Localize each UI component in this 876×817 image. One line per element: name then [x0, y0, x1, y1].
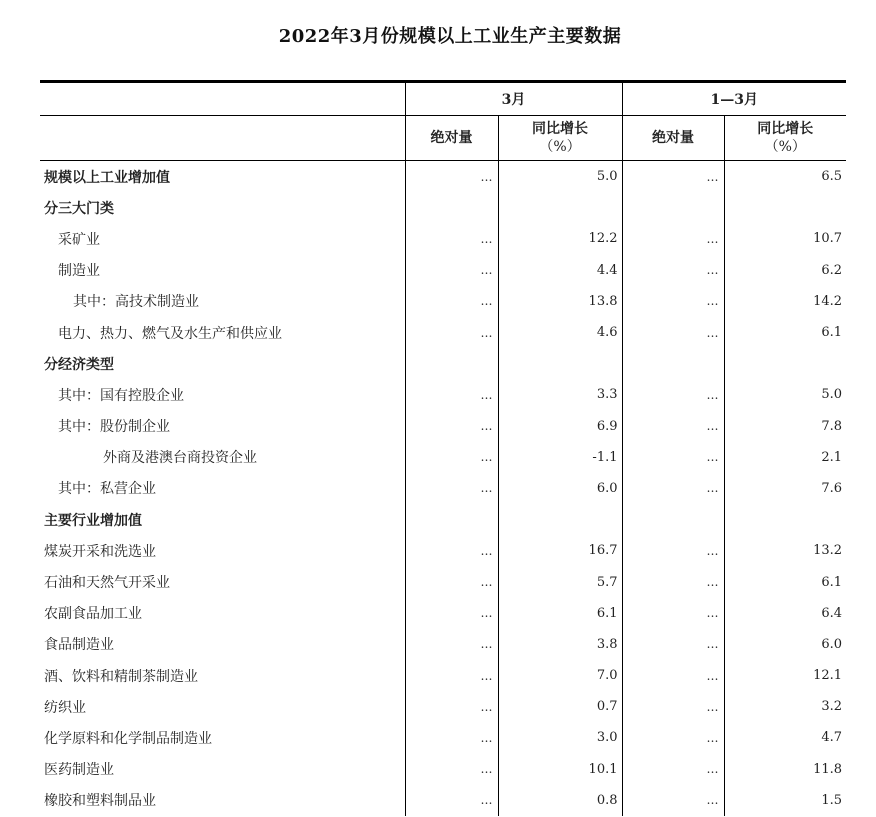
header-yoy-march	[498, 116, 622, 161]
cell-yoy-q1: 6.1	[724, 317, 846, 348]
row-label: 酒、饮料和精制茶制造业	[44, 668, 198, 685]
cell-abs-march	[405, 192, 498, 223]
table-row	[40, 161, 846, 193]
cell-yoy-q1: 1.5	[724, 785, 846, 816]
header-group-march: 3月	[405, 82, 622, 116]
cell-abs-q1: …	[622, 317, 724, 348]
cell-yoy-q1: 14.2	[724, 286, 846, 317]
cell-yoy-march: 3.0	[498, 722, 622, 753]
header-yoy-q1	[724, 116, 846, 161]
page-title: 2022年3月份规模以上工业生产主要数据	[278, 26, 622, 47]
cell-yoy-march: 16.7	[498, 535, 622, 566]
cell-abs-q1	[622, 504, 724, 535]
row-label: 石油和天然气开采业	[44, 575, 170, 592]
table-row	[40, 535, 846, 566]
cell-yoy-march	[498, 348, 622, 379]
table-row	[40, 754, 846, 785]
cell-yoy-q1: 6.4	[724, 598, 846, 629]
row-label: 外商及港澳台商投资企业	[103, 450, 257, 467]
cell-yoy-march: 6.0	[498, 473, 622, 504]
table-body	[40, 161, 846, 816]
cell-abs-q1: …	[622, 161, 724, 193]
cell-abs-q1: …	[622, 442, 724, 473]
row-label: 规模以上工业增加值	[44, 169, 170, 186]
cell-abs-march	[405, 504, 498, 535]
table-row	[40, 348, 846, 379]
cell-yoy-march	[498, 504, 622, 535]
cell-abs-q1: …	[622, 722, 724, 753]
cell-yoy-march: 12.2	[498, 223, 622, 254]
cell-yoy-march: 6.1	[498, 598, 622, 629]
cell-abs-q1: …	[622, 223, 724, 254]
cell-abs-march: …	[405, 535, 498, 566]
header-yoy-line1: 同比增长	[757, 121, 814, 137]
cell-abs-march: …	[405, 566, 498, 597]
table-row	[40, 442, 846, 473]
row-label: 分经济类型	[44, 356, 114, 373]
cell-abs-march: …	[405, 691, 498, 722]
row-label: 其中：股份制企业	[58, 419, 170, 436]
header-corner	[40, 82, 405, 116]
header-yoy-line1: 同比增长	[532, 121, 588, 137]
cell-abs-march: …	[405, 473, 498, 504]
cell-abs-march: …	[405, 255, 498, 286]
cell-abs-march	[405, 348, 498, 379]
cell-yoy-q1: 6.5	[724, 161, 846, 193]
table-row	[40, 598, 846, 629]
cell-yoy-march: 13.8	[498, 286, 622, 317]
row-label: 电力、热力、燃气及水生产和供应业	[58, 325, 282, 342]
table-row	[40, 504, 846, 535]
cell-abs-q1: …	[622, 535, 724, 566]
table-row	[40, 379, 846, 410]
cell-abs-march: …	[405, 223, 498, 254]
table-row	[40, 411, 846, 442]
row-label: 纺织业	[44, 699, 86, 716]
cell-abs-q1: …	[622, 598, 724, 629]
row-label: 食品制造业	[44, 637, 114, 654]
table-row	[40, 566, 846, 597]
cell-yoy-q1: 10.7	[724, 223, 846, 254]
cell-abs-q1: …	[622, 379, 724, 410]
cell-abs-q1: …	[622, 566, 724, 597]
cell-abs-q1: …	[622, 286, 724, 317]
table-row	[40, 192, 846, 223]
cell-abs-q1: …	[622, 691, 724, 722]
table-row	[40, 286, 846, 317]
row-label: 分三大门类	[44, 200, 114, 217]
cell-yoy-q1	[724, 504, 846, 535]
cell-yoy-q1: 4.7	[724, 722, 846, 753]
row-label: 农副食品加工业	[44, 606, 142, 623]
cell-yoy-march: 3.3	[498, 379, 622, 410]
cell-abs-q1: …	[622, 473, 724, 504]
cell-yoy-q1: 12.1	[724, 660, 846, 691]
header-row-groups	[40, 82, 846, 116]
cell-yoy-march: 0.7	[498, 691, 622, 722]
cell-abs-q1: …	[622, 785, 724, 816]
cell-yoy-q1: 13.2	[724, 535, 846, 566]
table-row	[40, 473, 846, 504]
table-row	[40, 223, 846, 254]
header-yoy-line2: （%）	[764, 139, 806, 155]
cell-yoy-q1	[724, 192, 846, 223]
cell-abs-q1: …	[622, 255, 724, 286]
cell-abs-march: …	[405, 161, 498, 193]
cell-abs-q1: …	[622, 660, 724, 691]
cell-yoy-q1: 6.1	[724, 566, 846, 597]
cell-abs-q1: …	[622, 411, 724, 442]
cell-abs-march: …	[405, 598, 498, 629]
cell-abs-q1: …	[622, 754, 724, 785]
row-label: 化学原料和化学制品制造业	[44, 730, 212, 747]
row-label: 采矿业	[58, 231, 100, 248]
row-label: 其中：高技术制造业	[73, 294, 199, 311]
cell-abs-march: …	[405, 722, 498, 753]
cell-yoy-q1: 6.2	[724, 255, 846, 286]
cell-yoy-q1: 7.8	[724, 411, 846, 442]
cell-abs-q1	[622, 192, 724, 223]
cell-yoy-march: 4.6	[498, 317, 622, 348]
cell-yoy-q1: 11.8	[724, 754, 846, 785]
table-row	[40, 722, 846, 753]
row-label: 其中：私营企业	[58, 481, 156, 498]
table-row	[40, 255, 846, 286]
table-row	[40, 691, 846, 722]
cell-abs-march: …	[405, 411, 498, 442]
row-label: 制造业	[58, 263, 100, 280]
cell-yoy-q1	[724, 348, 846, 379]
cell-abs-march: …	[405, 629, 498, 660]
cell-abs-march: …	[405, 442, 498, 473]
row-label: 橡胶和塑料制品业	[44, 793, 156, 810]
cell-abs-q1: …	[622, 629, 724, 660]
cell-abs-q1	[622, 348, 724, 379]
header-abs-march: 绝对量	[405, 116, 498, 161]
cell-abs-march: …	[405, 754, 498, 785]
cell-yoy-march	[498, 192, 622, 223]
table-row	[40, 660, 846, 691]
cell-abs-march: …	[405, 379, 498, 410]
cell-abs-march: …	[405, 317, 498, 348]
cell-yoy-q1: 3.2	[724, 691, 846, 722]
cell-yoy-march: 0.8	[498, 785, 622, 816]
cell-abs-march: …	[405, 286, 498, 317]
cell-yoy-march: 6.9	[498, 411, 622, 442]
cell-yoy-q1: 2.1	[724, 442, 846, 473]
cell-abs-march: …	[405, 660, 498, 691]
row-label: 主要行业增加值	[44, 512, 142, 529]
row-label: 医药制造业	[44, 762, 114, 779]
cell-yoy-march: 5.0	[498, 161, 622, 193]
cell-yoy-march: 7.0	[498, 660, 622, 691]
header-yoy-line2: （%）	[539, 139, 581, 155]
header-group-q1: 1—3月	[622, 82, 846, 116]
cell-yoy-march: 5.7	[498, 566, 622, 597]
header-corner-2	[40, 116, 405, 161]
table-row	[40, 785, 846, 816]
header-row-columns	[40, 116, 846, 161]
cell-yoy-march: 3.8	[498, 629, 622, 660]
cell-yoy-q1: 5.0	[724, 379, 846, 410]
cell-yoy-march: 10.1	[498, 754, 622, 785]
header-abs-q1: 绝对量	[622, 116, 724, 161]
row-label: 煤炭开采和洗选业	[44, 543, 156, 560]
cell-yoy-march: 4.4	[498, 255, 622, 286]
table-row	[40, 629, 846, 660]
cell-yoy-q1: 7.6	[724, 473, 846, 504]
data-table	[40, 80, 846, 816]
cell-yoy-march: -1.1	[498, 442, 622, 473]
cell-yoy-q1: 6.0	[724, 629, 846, 660]
row-label: 其中：国有控股企业	[58, 387, 184, 404]
table-row	[40, 317, 846, 348]
cell-abs-march: …	[405, 785, 498, 816]
